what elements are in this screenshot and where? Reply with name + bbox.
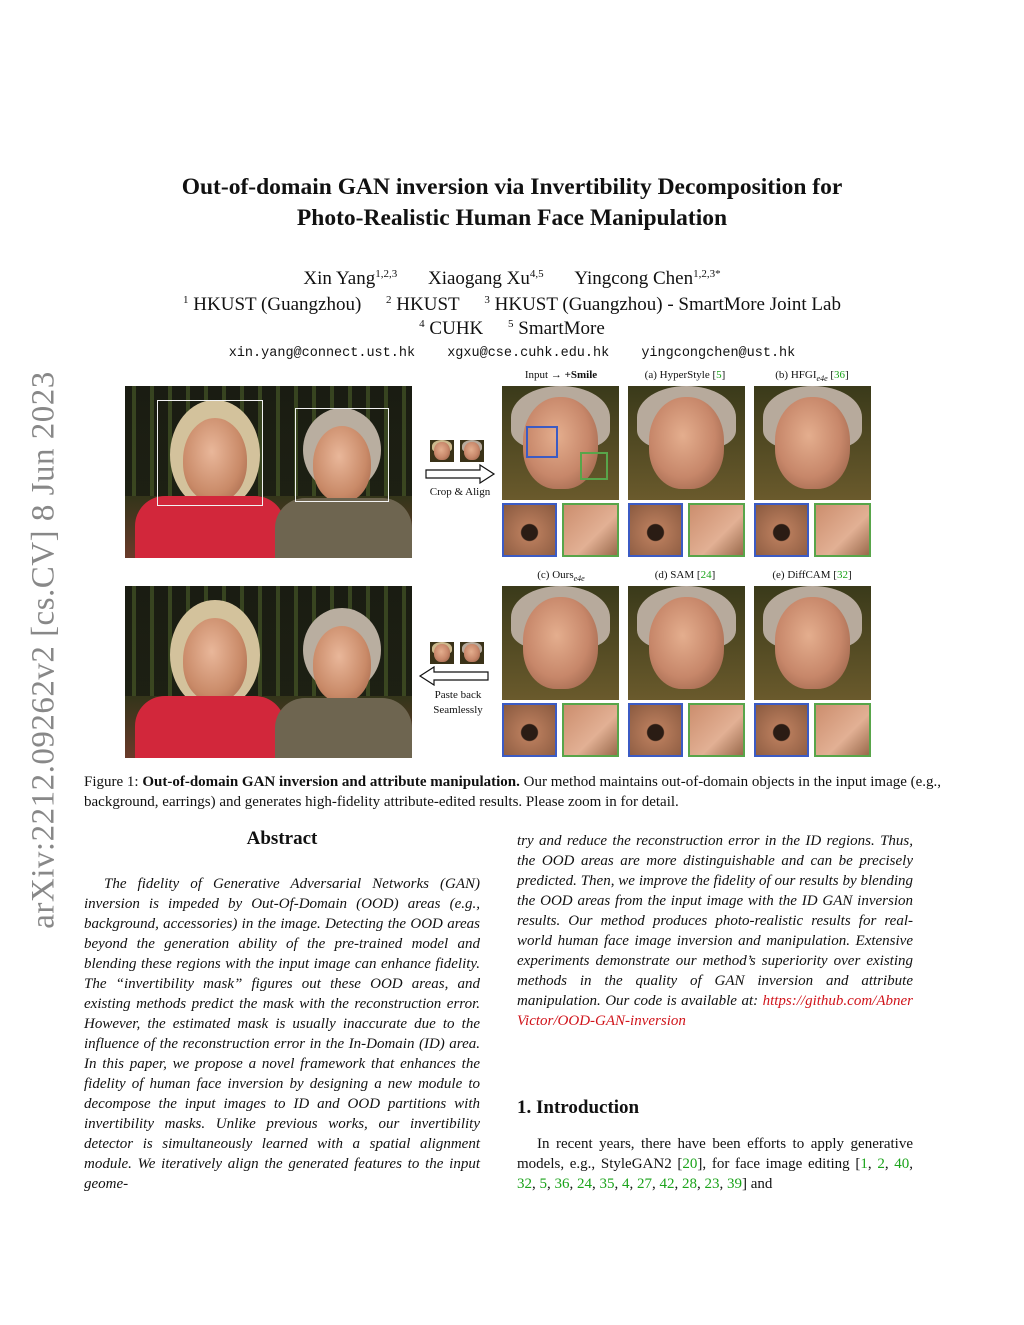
zoom-crop-eye — [502, 703, 557, 757]
thumbnail — [430, 440, 454, 462]
abstract-right-column: try and reduce the reconstruction error in the ID regions. Thus, the OOD areas are more distinguishable and can be precisely predicted. Then, we improve the fidelity of our results by blending the OOD areas from the input image with the ID GAN inversion results. Our method produces photo-realistic results for real-world human face image inversion and manipulation. Extensive experiments demonstrate our method’s superiority over existing methods in the quality of GAN inversion and attribute manipulation. Our code is available at: https://github.com/AbnerVictor/OOD-GAN-inversion — [517, 833, 913, 1029]
affiliation: $^2$ HKUST — [386, 294, 460, 315]
face-panel-ours — [502, 586, 619, 700]
citation-link[interactable]: 4 — [622, 1176, 630, 1192]
zoom-crop-eye — [628, 703, 683, 757]
zoom-crop-eye — [502, 503, 557, 557]
abstract-heading: Abstract — [246, 828, 318, 849]
introduction-heading: 1. Introduction — [517, 1097, 640, 1118]
citation-link[interactable]: 27 — [637, 1176, 652, 1192]
thumbnail — [460, 440, 484, 462]
paste-back-label: Paste back — [434, 689, 482, 701]
col-label-hyperstyle: (a) HyperStyle [5] — [644, 369, 726, 381]
citation-link[interactable]: 40 — [894, 1156, 910, 1172]
citation-link[interactable]: 28 — [682, 1176, 697, 1192]
affiliation: $^4$ CUHK — [419, 318, 484, 339]
col-label-ours: (c) Ours$_{e4e}$ — [537, 569, 585, 584]
citation-link[interactable]: 35 — [599, 1176, 615, 1192]
citation-link[interactable]: 24 — [577, 1176, 592, 1192]
author-list — [0, 268, 1024, 290]
citation-link[interactable]: 36 — [554, 1176, 570, 1192]
email[interactable]: xin.yang@connect.ust.hk — [228, 346, 416, 361]
seamlessly-label: Seamlessly — [433, 704, 483, 716]
zoom-crop-ear — [814, 503, 871, 557]
citation-link[interactable]: 39 — [727, 1176, 742, 1192]
email[interactable]: xgxu@cse.cuhk.edu.hk — [447, 346, 610, 361]
face-panel-hfgi — [754, 386, 871, 500]
paper-title — [0, 172, 1024, 234]
output-photo — [125, 586, 412, 758]
input-photo — [125, 386, 412, 558]
citation-link[interactable]: 42 — [659, 1176, 675, 1192]
citation-link[interactable]: 23 — [704, 1176, 720, 1192]
affiliation: $^1$ HKUST (Guangzhou) — [183, 294, 362, 315]
code-link[interactable]: https://github.com/AbnerVictor/OOD-GAN-inversion — [517, 993, 913, 1029]
figure-caption: Figure 1: Out-of-domain GAN inversion and attribute manipulation. Our method maintains out-of-domain objects in the input image (e.g., background, earrings) and generates high-fidelity attribute-edited results. Please zoom in for detail. — [84, 774, 942, 810]
zoom-crop-eye — [754, 503, 809, 557]
zoom-crop-eye — [628, 503, 683, 557]
author: Xiaogang Xu$^{4,5}$ — [427, 268, 544, 289]
zoom-crop-ear — [562, 703, 619, 757]
col-label-input: Input → +Smile — [524, 369, 598, 381]
abstract-left-column: The fidelity of Generative Adversarial Networks (GAN) inversion is impeded by Out-Of-Domain (OOD) areas (e.g., background, accessories) in the image. Detecting the OOD areas beyond the generation ability of the pre-trained model and blending these regions with the input image can enhance fidelity. The “invertibility mask” figures out these OOD areas, and existing methods predict the mask with the reconstruction error. However, the estimated mask is usually inaccurate due to the influence of the reconstruction error in the In-Domain (ID) area. In this paper, we propose a novel framework that enhances the fidelity of human face inversion by designing a new module to decompose the input images to ID and OOD partitions with invertibility masks. Unlike previous works, our invertibility detector is simultaneously learned with a spatial alignment module. We iteratively align the generated features to the input geome- — [84, 876, 480, 1192]
zoom-crop-eye — [754, 703, 809, 757]
citation-link[interactable]: 2 — [877, 1156, 885, 1172]
affiliations-line-1 — [0, 294, 1024, 316]
author: Xin Yang$^{1,2,3}$ — [303, 268, 398, 289]
thumbnail — [460, 642, 484, 664]
title-line-1: Out-of-domain GAN inversion via Invertibility Decomposition for — [181, 174, 843, 200]
affiliation: $^3$ HKUST (Guangzhou) - SmartMore Joint Lab — [484, 294, 841, 315]
introduction-text: In recent years, there have been efforts to apply generative models, e.g., StyleGAN2 [20], for face image editing [1, 2, 40, 32, 5, 36, 24, 35, 4, 27, 42, 28, 23, 39] and — [517, 1136, 914, 1192]
affiliation: $^5$ SmartMore — [508, 318, 605, 339]
citation-list: 1, 2, 40, 32, 5, 36, 24, 35, 4, 27, 42, 28, 23, 39 — [517, 1156, 914, 1192]
email[interactable]: yingcongchen@ust.hk — [641, 346, 796, 361]
emails — [0, 346, 1024, 361]
col-label-hfgi: (b) $HFGI_{e4e}$ [36] — [775, 369, 849, 384]
right-arrow-icon — [424, 464, 496, 484]
col-label-diffcam: (e) DiffCAM [32] — [772, 569, 852, 581]
col-label-sam: (d) SAM [24] — [654, 569, 716, 581]
citation-link[interactable]: 1 — [860, 1156, 868, 1172]
zoom-crop-ear — [814, 703, 871, 757]
thumbnail — [430, 642, 454, 664]
crop-align-label: Crop & Align — [429, 486, 491, 498]
face-panel-input — [502, 386, 619, 500]
face-panel-sam — [628, 586, 745, 700]
face-panel-diffcam — [754, 586, 871, 700]
face-panel-hyperstyle — [628, 386, 745, 500]
author: Yingcong Chen$^{1,2,3*}$ — [574, 268, 721, 289]
zoom-crop-ear — [688, 703, 745, 757]
zoom-crop-ear — [562, 503, 619, 557]
title-line-2: Photo-Realistic Human Face Manipulation — [296, 205, 728, 231]
citation-link[interactable]: 32 — [517, 1176, 532, 1192]
zoom-crop-ear — [688, 503, 745, 557]
left-arrow-icon — [418, 666, 490, 686]
affiliations-line-2 — [0, 318, 1024, 340]
arxiv-stamp: arXiv:2212.09262v2 [cs.CV] 8 Jun 2023 — [25, 371, 62, 929]
citation-link[interactable]: 5 — [539, 1176, 547, 1192]
